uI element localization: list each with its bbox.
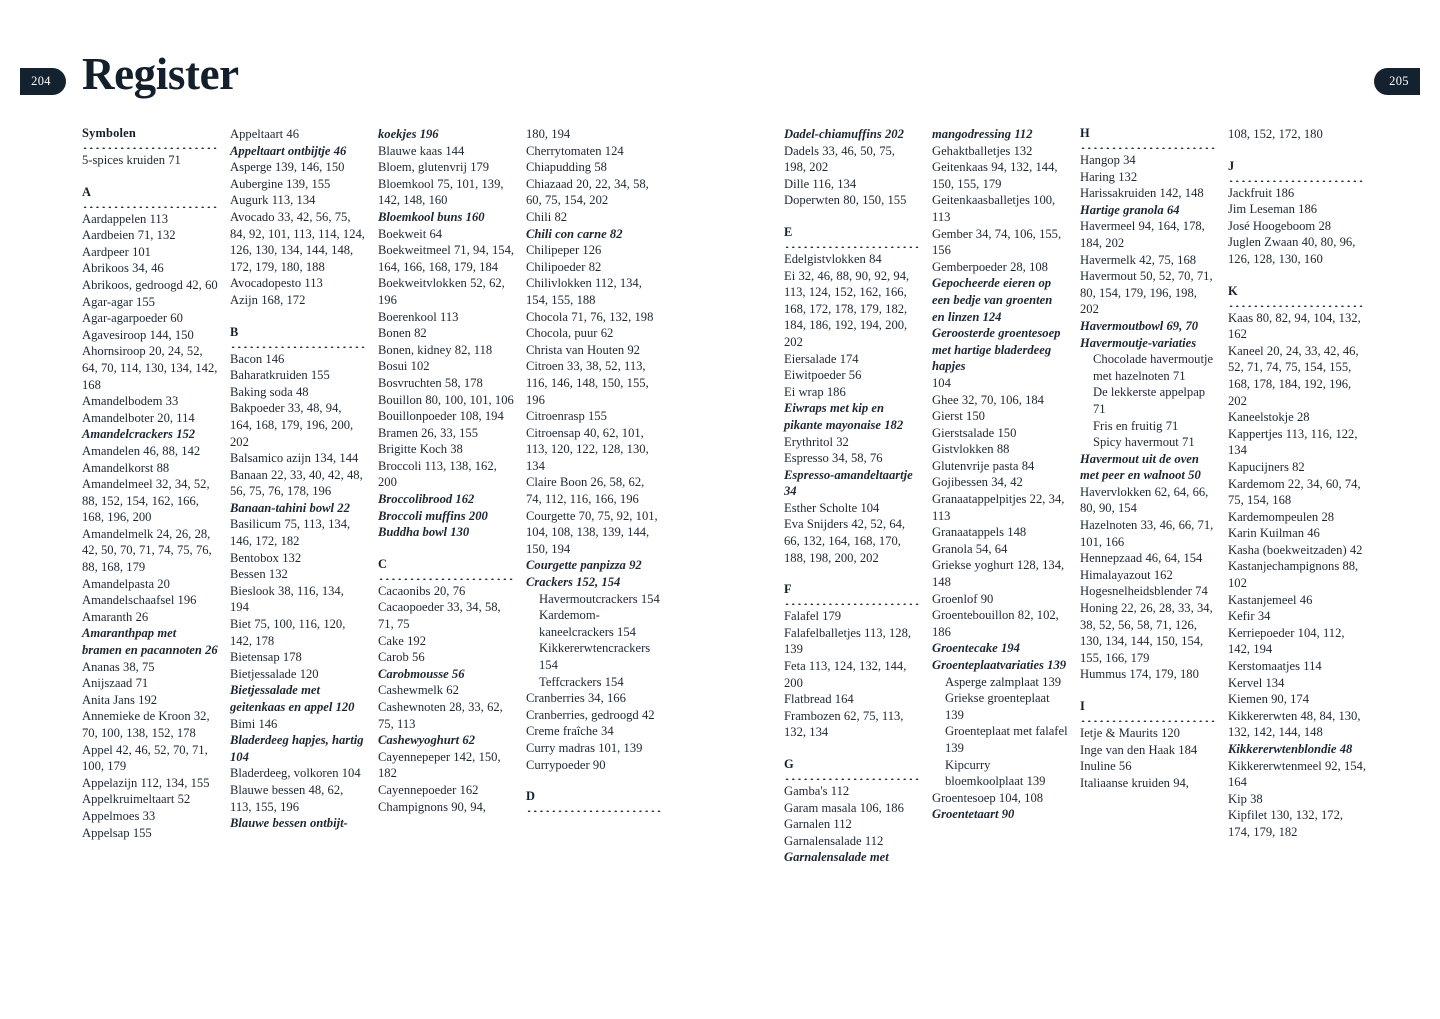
index-entry: Karin Kuilman 46 bbox=[1228, 526, 1320, 541]
section-divider-dots bbox=[526, 803, 662, 812]
index-entry: Balsamico azijn 134, 144 bbox=[230, 451, 359, 466]
index-entry: Crackers 152, 154 bbox=[526, 575, 621, 590]
index-entry: Bakpoeder 33, 48, 94, 164, 168, 179, 196, 200, 202 bbox=[230, 401, 354, 449]
index-entry: Cashewnoten 28, 33, 62, 75, 113 bbox=[378, 700, 503, 731]
index-entry: Kefir 34 bbox=[1228, 609, 1271, 624]
index-entry: Honing 22, 26, 28, 33, 34, 38, 52, 56, 58, 71, 126, 130, 134, 144, 150, 154, 155, 166, 179 bbox=[1080, 601, 1213, 665]
index-entry: Bietjessalade met geitenkaas en appel 120 bbox=[230, 683, 355, 714]
index-entry: mangodressing 112 bbox=[932, 127, 1033, 141]
index-entry: Amandelmelk 24, 26, 28, 42, 50, 70, 71, 74, 75, 76, 88, 168, 179 bbox=[82, 526, 212, 575]
section-heading: I bbox=[1080, 699, 1086, 713]
index-subentry: De lekkerste appelpap 71 bbox=[1093, 385, 1206, 416]
index-entry: Basilicum 75, 113, 134, 146, 172, 182 bbox=[230, 517, 351, 549]
index-entry: Cashewmelk 62 bbox=[378, 683, 459, 698]
index-entry: Chilivlokken 112, 134, 154, 155, 188 bbox=[526, 276, 642, 307]
index-entry: Edelgistvlokken 84 bbox=[784, 251, 882, 266]
index-entry: Currypoeder 90 bbox=[526, 757, 606, 772]
section-divider-dots bbox=[82, 199, 218, 208]
index-entry: Eva Snijders 42, 52, 64, 66, 132, 164, 168, 170, 188, 198, 200, 202 bbox=[784, 517, 906, 565]
index-entry: Bramen 26, 33, 155 bbox=[378, 425, 478, 440]
index-entry: Aardbeien 71, 132 bbox=[82, 228, 176, 243]
index-entry: Ahornsiroop 20, 24, 52, 64, 70, 114, 130, 134, 142, 168 bbox=[82, 344, 218, 392]
section-divider-dots bbox=[378, 571, 514, 580]
index-entry: Kaas 80, 82, 94, 104, 132, 162 bbox=[1228, 310, 1361, 342]
index-entry: Amandelmeel 32, 34, 52, 88, 152, 154, 162, 166, 168, 196, 200 bbox=[82, 477, 210, 525]
index-entry: Kaneelstokje 28 bbox=[1228, 410, 1310, 425]
index-entry: Agar-agar 155 bbox=[82, 294, 155, 309]
index-subentry: Havermoutcrackers 154 bbox=[539, 591, 660, 606]
index-entry: Erythritol 32 bbox=[784, 434, 849, 449]
index-entry: Kerstomaatjes 114 bbox=[1228, 659, 1322, 674]
index-entry: Bladerdeeg, volkoren 104 bbox=[230, 766, 361, 781]
section-heading: F bbox=[784, 582, 792, 597]
index-subentry: Spicy havermout 71 bbox=[1093, 435, 1195, 450]
index-subentry: Chocolade havermoutje met hazelnoten 71 bbox=[1093, 352, 1214, 383]
index-subentry: Teffcrackers 154 bbox=[539, 674, 624, 689]
index-entry: Esther Scholte 104 bbox=[784, 500, 880, 515]
index-entry: Eiwraps met kip en pikante mayonaise 182 bbox=[784, 401, 904, 432]
index-entry: Boekweit 64 bbox=[378, 226, 443, 241]
index-entry: Creme fraîche 34 bbox=[526, 724, 614, 739]
section-heading: K bbox=[1228, 283, 1238, 298]
index-entry: Italiaanse kruiden 94, bbox=[1080, 775, 1189, 790]
index-entry: Jackfruit 186 bbox=[1228, 185, 1295, 200]
index-entry: Amandelkorst 88 bbox=[82, 460, 170, 475]
index-entry: Citroenrasp 155 bbox=[526, 409, 607, 424]
index-entry: Geitenkaasballetjes 100, 113 bbox=[932, 193, 1056, 224]
index-entry: Hazelnoten 33, 46, 66, 71, 101, 166 bbox=[1080, 518, 1214, 549]
index-entry: Kipfilet 130, 132, 172, 174, 179, 182 bbox=[1228, 808, 1344, 839]
index-entry: Dille 116, 134 bbox=[784, 176, 857, 191]
index-entry: Havermelk 42, 75, 168 bbox=[1080, 252, 1197, 267]
index-entry: Agar-agarpoeder 60 bbox=[82, 311, 183, 326]
index-entry: Bessen 132 bbox=[230, 567, 288, 582]
index-entry: Curry madras 101, 139 bbox=[526, 740, 643, 755]
index-entry: Cayennepoeder 162 bbox=[378, 782, 479, 797]
index-entry: Chili con carne 82 bbox=[526, 226, 623, 241]
index-entry: Champignons 90, 94, bbox=[378, 799, 486, 814]
index-entry: Chiapudding 58 bbox=[526, 160, 607, 175]
section-heading: A bbox=[82, 184, 92, 199]
section-heading: E bbox=[784, 224, 793, 239]
index-entry: Courgette 70, 75, 92, 101, 104, 108, 138, 139, 144, 150, 194 bbox=[526, 508, 658, 556]
index-entry: Appelmoes 33 bbox=[82, 808, 156, 823]
index-entry: Christa van Houten 92 bbox=[526, 342, 640, 357]
index-entry: Amandelbodem 33 bbox=[82, 394, 179, 409]
index-entry: Kardemom 22, 34, 60, 74, 75, 154, 168 bbox=[1228, 476, 1361, 508]
index-entry: Havermout uit de oven met peer en walnoot 50 bbox=[1080, 451, 1201, 483]
section-divider-dots bbox=[784, 239, 920, 248]
section-divider-dots bbox=[784, 771, 920, 780]
index-entry: Groenlof 90 bbox=[932, 591, 994, 606]
column-5 bbox=[784, 126, 932, 866]
index-entry: Bladerdeeg hapjes, hartig 104 bbox=[230, 733, 364, 764]
index-subentry: Fris en fruitig 71 bbox=[1093, 418, 1179, 433]
index-entry: Baking soda 48 bbox=[230, 384, 309, 399]
section-heading: G bbox=[784, 757, 794, 771]
index-entry: Hummus 174, 179, 180 bbox=[1080, 667, 1199, 682]
index-entry: Havermout 50, 52, 70, 71, 80, 154, 179, 196, 198, 202 bbox=[1080, 269, 1213, 317]
index-entry: Ei wrap 186 bbox=[784, 384, 846, 399]
index-entry: Broccolibrood 162 bbox=[378, 492, 475, 507]
index-entry: Broccoli muffins 200 bbox=[378, 508, 488, 523]
index-entry: Hartige granola 64 bbox=[1080, 202, 1180, 217]
index-entry: Juglen Zwaan 40, 80, 96, 126, 128, 130, 160 bbox=[1228, 235, 1356, 266]
index-entry: Cherrytomaten 124 bbox=[526, 143, 624, 158]
section-divider-dots bbox=[784, 596, 920, 605]
index-subentry: Kikkererwtencrackers 154 bbox=[539, 641, 651, 672]
index-entry: Groentesoep 104, 108 bbox=[932, 790, 1044, 805]
index-entry: Bloemkool buns 160 bbox=[378, 209, 485, 224]
index-entry: Buddha bowl 130 bbox=[378, 525, 470, 540]
index-entry: Appeltaart ontbijtje 46 bbox=[230, 143, 347, 158]
index-entry: Cayennepeper 142, 150, 182 bbox=[378, 749, 501, 781]
index-entry: Bloemkool 75, 101, 139, 142, 148, 160 bbox=[378, 176, 504, 208]
index-entry: Feta 113, 124, 132, 144, 200 bbox=[784, 659, 907, 690]
index-entry: Gojibessen 34, 42 bbox=[932, 475, 1023, 490]
index-entry: Ghee 32, 70, 106, 184 bbox=[932, 392, 1044, 407]
index-entry: Chocola 71, 76, 132, 198 bbox=[526, 309, 654, 324]
index-subentry: Groenteplaat met falafel 139 bbox=[945, 724, 1068, 755]
index-entry: Courgette panpizza 92 bbox=[526, 558, 642, 573]
index-entry: Biet 75, 100, 116, 120, 142, 178 bbox=[230, 617, 346, 648]
index-entry: 104 bbox=[932, 375, 951, 390]
index-entry: Hogesnelheidsblender 74 bbox=[1080, 584, 1208, 599]
index-entry: Havermoutje-variaties bbox=[1080, 335, 1197, 350]
index-entry: Cacaopoeder 33, 34, 58, 71, 75 bbox=[378, 600, 501, 632]
index-entry: Gehaktballetjes 132 bbox=[932, 143, 1033, 158]
index-entry: Harissakruiden 142, 148 bbox=[1080, 186, 1204, 201]
index-entry: Bouillonpoeder 108, 194 bbox=[378, 409, 504, 424]
column-7 bbox=[1080, 126, 1228, 866]
index-entry: Kapucijners 82 bbox=[1228, 459, 1305, 474]
section-divider-dots bbox=[230, 339, 366, 348]
index-entry: Himalayazout 162 bbox=[1080, 567, 1173, 582]
index-entry: Cashewyoghurt 62 bbox=[378, 733, 476, 748]
index-entry: Abrikoos 34, 46 bbox=[82, 261, 164, 276]
index-entry: Appel 42, 46, 52, 70, 71, 100, 179 bbox=[82, 742, 208, 774]
index-entry: Bosvruchten 58, 178 bbox=[378, 375, 483, 390]
column-8 bbox=[1228, 126, 1378, 866]
section-heading: H bbox=[1080, 126, 1090, 140]
index-entry: Granaatappelpitjes 22, 34, 113 bbox=[932, 492, 1065, 523]
index-entry: Amandelpasta 20 bbox=[82, 576, 170, 591]
column-1 bbox=[82, 126, 230, 866]
index-entry: Bonen, kidney 82, 118 bbox=[378, 342, 493, 357]
index-entry: José Hoogeboom 28 bbox=[1228, 218, 1332, 233]
index-entry: Aubergine 139, 155 bbox=[230, 176, 331, 191]
index-entry: Chocola, puur 62 bbox=[526, 326, 614, 341]
index-entry: Havermeel 94, 164, 178, 184, 202 bbox=[1080, 219, 1205, 250]
index-entry: Gistvlokken 88 bbox=[932, 442, 1010, 457]
index-entry: Abrikoos, gedroogd 42, 60 bbox=[82, 277, 218, 292]
index-entry: Kastanjechampignons 88, 102 bbox=[1228, 559, 1359, 591]
index-entry: Eiersalade 174 bbox=[784, 351, 859, 366]
index-entry: Kastanjemeel 46 bbox=[1228, 592, 1313, 607]
index-entry: Eiwitpoeder 56 bbox=[784, 368, 862, 383]
index-entry: Boekweitmeel 71, 94, 154, 164, 166, 168, 179, 184 bbox=[378, 243, 515, 274]
index-entry: Frambozen 62, 75, 113, 132, 134 bbox=[784, 708, 904, 740]
index-entry: Chili 82 bbox=[526, 209, 568, 224]
index-entry: Anita Jans 192 bbox=[82, 692, 158, 707]
index-entry: Garam masala 106, 186 bbox=[784, 800, 904, 815]
index-subentry: Kipcurry bloemkoolplaat 139 bbox=[945, 757, 1046, 789]
index-entry: Kikkererwten 48, 84, 130, 132, 142, 144, 148 bbox=[1228, 708, 1361, 740]
index-entry: Gember 34, 74, 106, 155, 156 bbox=[932, 226, 1062, 258]
index-entry: Chilipeper 126 bbox=[526, 243, 602, 258]
index-entry: Kardemompeulen 28 bbox=[1228, 509, 1335, 524]
page-number-right: 205 bbox=[1374, 68, 1420, 95]
index-entry: Appelkruimeltaart 52 bbox=[82, 792, 191, 807]
index-subentry: Griekse groenteplaat 139 bbox=[945, 691, 1050, 722]
index-entry: Groenteplaatvariaties 139 bbox=[932, 658, 1067, 672]
index-subentry: Kardemom-kaneelcrackers 154 bbox=[539, 608, 636, 639]
index-entry: Aardappelen 113 bbox=[82, 211, 169, 226]
index-entry: Augurk 113, 134 bbox=[230, 193, 316, 208]
index-entry: Groentebouillon 82, 102, 186 bbox=[932, 608, 1059, 639]
index-entry: Banaan 22, 33, 40, 42, 48, 56, 75, 76, 178, 196 bbox=[230, 467, 363, 499]
index-entry: Gierstsalade 150 bbox=[932, 425, 1017, 440]
index-columns bbox=[0, 126, 1440, 866]
section-heading: D bbox=[526, 789, 536, 804]
index-entry: Jim Leseman 186 bbox=[1228, 202, 1318, 217]
index-entry: Kervel 134 bbox=[1228, 675, 1285, 690]
index-entry: Haring 132 bbox=[1080, 169, 1138, 184]
index-entry: Agavesiroop 144, 150 bbox=[82, 327, 194, 342]
index-entry: Bieslook 38, 116, 134, 194 bbox=[230, 583, 344, 615]
index-entry: Asperge 139, 146, 150 bbox=[230, 160, 345, 175]
index-entry: Gepocheerde eieren op een bedje van groenten en linzen 124 bbox=[932, 276, 1053, 324]
section-divider-dots bbox=[1228, 173, 1366, 182]
index-entry: Amaranthpap met bramen en pacannoten 26 bbox=[82, 626, 218, 658]
index-entry: Geitenkaas 94, 132, 144, 150, 155, 179 bbox=[932, 160, 1058, 191]
index-entry: 180, 194 bbox=[526, 127, 571, 141]
index-entry: 108, 152, 172, 180 bbox=[1228, 127, 1323, 141]
index-entry: Dadel-chiamuffins 202 bbox=[784, 127, 904, 141]
page-number-left: 204 bbox=[20, 68, 66, 95]
index-entry: Amandelschaafsel 196 bbox=[82, 593, 197, 608]
index-entry: 5-spices kruiden 71 bbox=[82, 153, 181, 167]
index-entry: Gemberpoeder 28, 108 bbox=[932, 259, 1048, 274]
index-entry: Chiazaad 20, 22, 34, 58, 60, 75, 154, 202 bbox=[526, 176, 649, 208]
index-entry: Bouillon 80, 100, 101, 106 bbox=[378, 392, 514, 407]
index-entry: Hennepzaad 46, 64, 154 bbox=[1080, 551, 1203, 566]
index-entry: Broccoli 113, 138, 162, 200 bbox=[378, 458, 497, 490]
index-entry: Inuline 56 bbox=[1080, 759, 1132, 774]
index-entry: Carob 56 bbox=[378, 650, 425, 665]
index-entry: Espresso 34, 58, 76 bbox=[784, 451, 883, 466]
index-entry: Gamba's 112 bbox=[784, 784, 850, 798]
index-entry: Espresso-amandeltaartje 34 bbox=[784, 467, 913, 499]
index-entry: Bietjessalade 120 bbox=[230, 666, 319, 681]
index-entry: Falafel 179 bbox=[784, 609, 842, 624]
index-entry: Cranberries 34, 166 bbox=[526, 691, 626, 706]
index-entry: Kip 38 bbox=[1228, 791, 1263, 806]
section-heading: B bbox=[230, 324, 239, 339]
index-entry: Bietensap 178 bbox=[230, 650, 302, 665]
index-entry: Baharatkruiden 155 bbox=[230, 368, 330, 383]
index-entry: Avocado 33, 42, 56, 75, 84, 92, 101, 113, 114, 124, 126, 130, 134, 144, 148, 172, 179, 180, 188 bbox=[230, 209, 365, 274]
index-entry: Claire Boon 26, 58, 62, 74, 112, 116, 166, 196 bbox=[526, 475, 645, 507]
index-entry: Havervlokken 62, 64, 66, 80, 90, 154 bbox=[1080, 484, 1209, 516]
index-entry: Anijszaad 71 bbox=[82, 676, 149, 691]
section-heading: J bbox=[1228, 158, 1235, 173]
index-entry: Kiemen 90, 174 bbox=[1228, 692, 1309, 707]
index-entry: Citroensap 40, 62, 101, 113, 120, 122, 128, 130, 134 bbox=[526, 425, 649, 473]
index-entry: Dadels 33, 46, 50, 75, 198, 202 bbox=[784, 143, 895, 175]
index-entry: koekjes 196 bbox=[378, 127, 439, 141]
index-entry: Granaatappels 148 bbox=[932, 525, 1027, 540]
index-entry: Flatbread 164 bbox=[784, 692, 854, 707]
index-subentry: Asperge zalmplaat 139 bbox=[945, 674, 1062, 689]
index-entry: Glutenvrije pasta 84 bbox=[932, 458, 1035, 473]
index-entry: Boekweitvlokken 52, 62, 196 bbox=[378, 276, 505, 307]
index-entry: Appelazijn 112, 134, 155 bbox=[82, 775, 210, 790]
index-entry: Cake 192 bbox=[378, 633, 427, 648]
section-heading: Symbolen bbox=[82, 126, 136, 140]
index-entry: Groentetaart 90 bbox=[932, 807, 1015, 822]
index-entry: Kappertjes 113, 116, 122, 134 bbox=[1228, 426, 1358, 458]
index-entry: Amandelcrackers 152 bbox=[82, 427, 196, 442]
index-entry: Banaan-tahini bowl 22 bbox=[230, 500, 350, 515]
index-entry: Amandelboter 20, 114 bbox=[82, 410, 195, 425]
index-entry: Kasha (boekweitzaden) 42 bbox=[1228, 542, 1363, 557]
index-entry: Havermoutbowl 69, 70 bbox=[1080, 318, 1199, 333]
index-entry: Boerenkool 113 bbox=[378, 309, 459, 324]
index-entry: Cranberries, gedroogd 42 bbox=[526, 707, 655, 722]
column-6 bbox=[932, 126, 1080, 866]
index-entry: Doperwten 80, 150, 155 bbox=[784, 193, 907, 208]
index-entry: Bacon 146 bbox=[230, 351, 285, 366]
section-divider-dots bbox=[1080, 713, 1216, 722]
index-entry: Aardpeer 101 bbox=[82, 244, 151, 259]
index-entry: Cacaonibs 20, 76 bbox=[378, 583, 466, 598]
index-entry: Garnalensalade met bbox=[784, 850, 889, 865]
index-entry: Bloem, glutenvrij 179 bbox=[378, 160, 490, 175]
index-entry: Blauwe bessen 48, 62, 113, 155, 196 bbox=[230, 782, 344, 814]
page-title: Register bbox=[82, 49, 239, 99]
column-2 bbox=[230, 126, 378, 866]
index-entry: Bonen 82 bbox=[378, 326, 427, 341]
index-entry: Garnalen 112 bbox=[784, 817, 852, 832]
index-entry: Brigitte Koch 38 bbox=[378, 442, 463, 457]
index-entry: Amaranth 26 bbox=[82, 609, 149, 624]
index-entry: Groentecake 194 bbox=[932, 641, 1020, 656]
index-entry: Granola 54, 64 bbox=[932, 541, 1008, 556]
section-divider-dots bbox=[82, 140, 218, 149]
index-entry: Gierst 150 bbox=[932, 409, 985, 424]
index-entry: Blauwe bessen ontbijt- bbox=[230, 816, 348, 831]
index-entry: Amandelen 46, 88, 142 bbox=[82, 443, 201, 458]
index-entry: Inge van den Haak 184 bbox=[1080, 742, 1198, 757]
index-entry: Ei 32, 46, 88, 90, 92, 94, 113, 124, 152, 162, 166, 168, 172, 178, 179, 182, 184, 186, 192, 194, 200, 202 bbox=[784, 268, 910, 349]
section-divider-dots bbox=[1228, 298, 1366, 307]
index-entry: Carobmousse 56 bbox=[378, 666, 465, 681]
index-entry: Azijn 168, 172 bbox=[230, 292, 306, 307]
index-entry: Blauwe kaas 144 bbox=[378, 143, 465, 158]
index-entry: Falafelballetjes 113, 128, 139 bbox=[784, 625, 912, 657]
index-entry: Appelsap 155 bbox=[82, 825, 152, 840]
index-entry: Bimi 146 bbox=[230, 716, 278, 731]
index-entry: Griekse yoghurt 128, 134, 148 bbox=[932, 558, 1065, 590]
index-entry: Chilipoeder 82 bbox=[526, 259, 602, 274]
index-entry: Hangop 34 bbox=[1080, 153, 1136, 167]
index-entry: Annemieke de Kroon 32, 70, 100, 138, 152, 178 bbox=[82, 709, 210, 740]
section-heading: C bbox=[378, 556, 388, 571]
index-entry: Garnalensalade 112 bbox=[784, 833, 884, 848]
index-entry: Avocadopesto 113 bbox=[230, 276, 323, 291]
column-3 bbox=[378, 126, 526, 866]
index-entry: Geroosterde groentesoep met hartige bladerdeeg hapjes bbox=[932, 326, 1061, 374]
index-entry: Kikkererwtenblondie 48 bbox=[1228, 742, 1353, 756]
index-entry: Ietje & Maurits 120 bbox=[1080, 726, 1180, 740]
index-entry: Appeltaart 46 bbox=[230, 127, 299, 141]
index-entry: Kikkererwtenmeel 92, 154, 164 bbox=[1228, 758, 1366, 790]
column-4 bbox=[526, 126, 674, 866]
index-entry: Kaneel 20, 24, 33, 42, 46, 52, 71, 74, 75, 154, 155, 168, 178, 184, 192, 196, 202 bbox=[1228, 343, 1359, 408]
index-entry: Ananas 38, 75 bbox=[82, 659, 155, 674]
index-entry: Bosui 102 bbox=[378, 359, 430, 374]
index-entry: Bentobox 132 bbox=[230, 550, 302, 565]
index-entry: Citroen 33, 38, 52, 113, 116, 146, 148, 150, 155, 196 bbox=[526, 359, 649, 407]
section-divider-dots bbox=[1080, 140, 1216, 149]
index-entry: Kerriepoeder 104, 112, 142, 194 bbox=[1228, 625, 1345, 657]
